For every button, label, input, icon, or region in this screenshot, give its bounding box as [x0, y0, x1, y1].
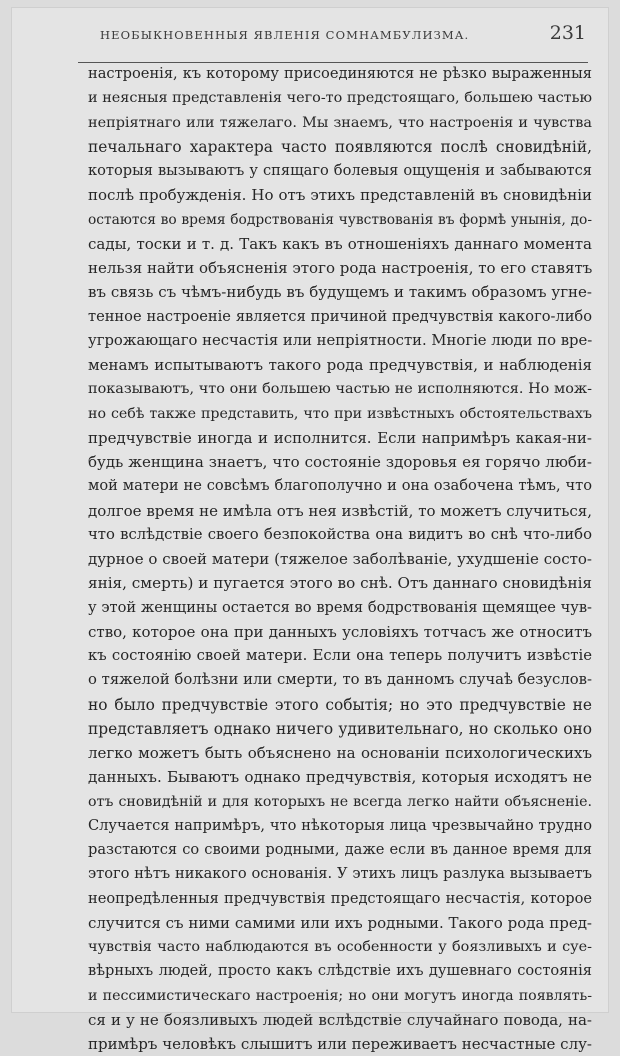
book-page — [12, 8, 608, 1053]
text-line: но себѣ также представить, что при извѣстныхъ обстоятельствахъ — [88, 405, 592, 422]
text-line: этого нѣтъ никакого основанія. У этихъ лицъ разлука вызываетъ — [88, 865, 592, 883]
text-line: примѣръ человѣкъ слышитъ или переживаетъ несчастные слу- — [88, 1035, 592, 1053]
text-line: къ состоянію своей матери. Если она теперь получитъ извѣстіе — [88, 647, 592, 664]
text-line: Случается напримѣръ, что нѣкоторыя лица чрезвычайно трудно — [88, 816, 592, 834]
text-line: менамъ испытываютъ такого рода предчувствія, и наблюденія — [88, 356, 592, 374]
text-line: послѣ пробужденія. Но отъ этихъ представленій въ сновидѣніи — [88, 186, 592, 205]
text-line: вѣрныхъ людей, просто какъ слѣдствіе ихъ душевнаго состоянія — [88, 962, 592, 980]
text-line: будь женщина знаетъ, что состояніе здоровья ея горячо люби- — [88, 453, 592, 471]
text-line: ся и у не боязливыхъ людей вслѣдствіе случайнаго повода, на- — [88, 1010, 592, 1029]
text-line: что вслѣдствіе своего безпокойства она видитъ во снѣ что-либо — [88, 525, 592, 543]
text-line: неопредѣленныя предчувствія предстоящаго несчастія, которое — [88, 889, 592, 907]
text-line: дурное о своей матери (тяжелое заболѣваніе, ухудшеніе состо- — [88, 550, 592, 568]
text-line: у этой женщины остается во время бодрствованія щемящее чув- — [88, 598, 592, 616]
text-line: нельзя найти объясненія этого рода настроенія, то его ставятъ — [88, 259, 592, 277]
text-line: сады, тоски и т. д. Такъ какъ въ отношеніяхъ даннаго момента — [88, 234, 592, 253]
text-line: предчувствіе иногда и исполнится. Если напримѣръ какая-ни- — [88, 428, 592, 447]
text-line: отъ сновидѣній и для которыхъ не всегда легко найти объясненіе. — [88, 793, 592, 810]
text-line: янія, смерть) и пугается этого во снѣ. Отъ даннаго сновидѣнія — [88, 574, 592, 593]
text-line: о тяжелой болѣзни или смерти, то въ данномъ случаѣ безуслов- — [88, 671, 592, 689]
text-line: мой матери не совсѣмъ благополучно и она озабочена тѣмъ, что — [88, 477, 592, 495]
text-line: остаются во время бодрствованія чувствованія въ формѣ унынія, до- — [88, 211, 592, 228]
text-line: разстаются со своими родными, даже если въ данное время для — [88, 841, 592, 858]
text-line: въ связь съ чѣмъ-нибудь въ будущемъ и такимъ образомъ угне- — [88, 283, 592, 302]
text-line: чувствія часто наблюдаются въ особенности у боязливыхъ и суе- — [88, 939, 592, 955]
text-line: легко можетъ быть объяснено на основаніи психологическихъ — [88, 744, 592, 762]
text-line: и пессимистическаго настроенія; но они могутъ иногда появлять- — [88, 987, 592, 1004]
text-line: ство, которое она при данныхъ условіяхъ тотчасъ же относитъ — [88, 622, 592, 641]
running-head: НЕОБЫКНОВЕННЫЯ ЯВЛЕНІЯ СОМНАМБУЛИЗМА. — [100, 28, 470, 42]
text-line: непріятнаго или тяжелаго. Мы знаемъ, что настроенія и чувства — [88, 114, 592, 131]
text-line: долгое время не имѣла отъ нея извѣстій, то можетъ случиться, — [88, 501, 592, 520]
text-line: показываютъ, что они большею частью не исполняются. Но мож- — [88, 381, 592, 398]
text-line: которыя вызываютъ у спящаго болевыя ощущенія и забываются — [88, 162, 592, 179]
text-line: и неясныя представленія чего-то предстоящаго, большею частью — [88, 90, 592, 107]
text-line: данныхъ. Бываютъ однако предчувствія, которыя исходятъ не — [88, 768, 592, 787]
text-line: настроенія, къ которому присоединяются не рѣзко выраженныя — [88, 65, 592, 82]
text-line: представляетъ однако ничего удивительнаго, но сколько оно — [88, 719, 592, 738]
text-line: но было предчувствіе этого событія; но это предчувствіе не — [88, 695, 592, 714]
page-number: 231 — [549, 22, 586, 44]
text-line: печальнаго характера часто появляются послѣ сновидѣній, — [88, 137, 592, 156]
page-header — [12, 22, 608, 46]
text-line: угрожающаго несчастія или непріятности. Многіе люди по вре- — [88, 331, 592, 349]
text-line: случится съ ними самими или ихъ родными. Такого рода пред- — [88, 913, 592, 932]
text-line: тенное настроеніе является причиной предчувствія какого-либо — [88, 307, 592, 325]
body-text — [88, 62, 592, 1056]
